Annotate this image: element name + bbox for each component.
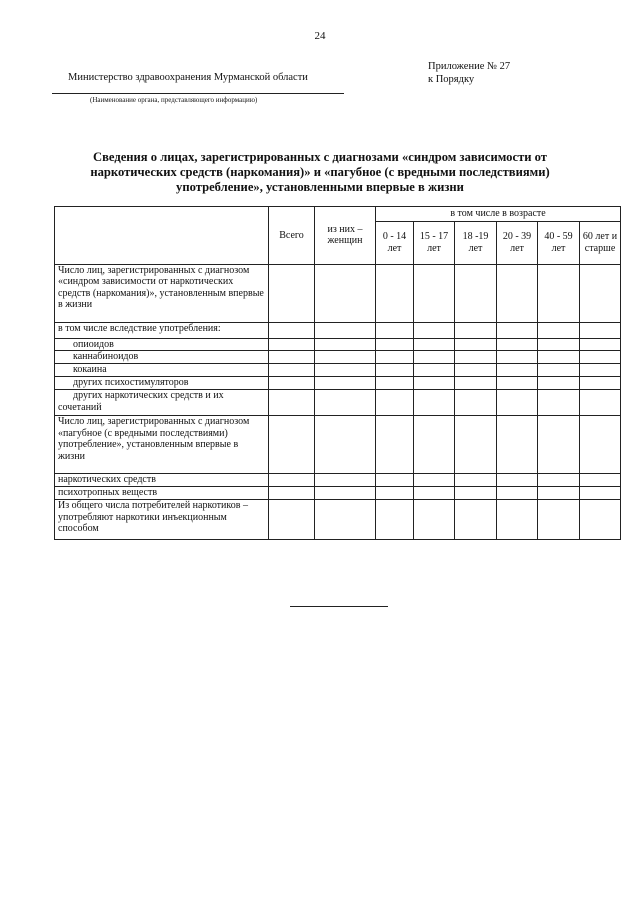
row-label: каннабиноидов xyxy=(55,351,269,364)
table-cell xyxy=(376,487,414,500)
table-row xyxy=(55,487,621,500)
table-cell xyxy=(414,390,455,416)
header-age-15-17: 15 - 17 лет xyxy=(414,221,455,264)
header-age-60-plus: 60 лет и старше xyxy=(580,221,621,264)
table-cell xyxy=(376,474,414,487)
row-label: опиоидов xyxy=(55,338,269,351)
table-cell xyxy=(580,351,621,364)
table-row xyxy=(55,500,621,540)
appendix-reference xyxy=(428,60,510,86)
table-cell xyxy=(315,351,376,364)
table-cell xyxy=(269,487,315,500)
table-row xyxy=(55,264,621,322)
header-age-18-19: 18 -19 лет xyxy=(455,221,497,264)
header-age-0-14: 0 - 14 лет xyxy=(376,221,414,264)
table-cell xyxy=(455,338,497,351)
table-cell xyxy=(376,390,414,416)
ministry-name: Министерство здравоохранения Мурманской области xyxy=(68,72,308,83)
row-label: Число лиц, зарегистрированных с диагнозом «пагубное (с вредными последствиями) употребление», установленным впервые в жизни xyxy=(55,416,269,474)
table-cell xyxy=(315,322,376,338)
table-cell xyxy=(497,264,538,322)
table-cell xyxy=(414,487,455,500)
table-cell xyxy=(376,322,414,338)
title-line-1: Сведения о лицах, зарегистрированных с диагнозами «синдром зависимости от xyxy=(93,150,547,164)
table-cell xyxy=(580,500,621,540)
table-cell xyxy=(414,264,455,322)
table-cell xyxy=(580,322,621,338)
table-cell xyxy=(497,338,538,351)
report-table xyxy=(54,206,621,540)
table-cell xyxy=(376,416,414,474)
row-label: Число лиц, зарегистрированных с диагнозом «синдром зависимости от наркотических средств (наркомания)», установленным впервые в жизни xyxy=(55,264,269,322)
table-cell xyxy=(414,338,455,351)
table-cell xyxy=(269,474,315,487)
appendix-line-1: Приложение № 27 xyxy=(428,61,511,72)
table-cell xyxy=(580,364,621,377)
table-cell xyxy=(269,364,315,377)
table-cell xyxy=(414,351,455,364)
table-cell xyxy=(414,500,455,540)
table-cell xyxy=(315,264,376,322)
row-label: Из общего числа потребителей наркотиков – употребляют наркотики инъекционным способом xyxy=(55,500,269,540)
table-cell xyxy=(455,322,497,338)
table-cell xyxy=(580,390,621,416)
table-cell xyxy=(497,416,538,474)
table-cell xyxy=(455,416,497,474)
table-cell xyxy=(538,474,580,487)
row-label: в том числе вследствие употребления: xyxy=(55,322,269,338)
table-cell xyxy=(538,390,580,416)
page-number: 24 xyxy=(314,30,326,42)
table-cell xyxy=(315,338,376,351)
table-cell xyxy=(376,377,414,390)
header-age-group: в том числе в возрасте xyxy=(376,207,621,222)
table-cell xyxy=(455,487,497,500)
table-cell xyxy=(269,416,315,474)
table-cell xyxy=(376,338,414,351)
table-cell xyxy=(455,390,497,416)
table-cell xyxy=(376,264,414,322)
table-cell xyxy=(497,474,538,487)
table-cell xyxy=(455,474,497,487)
table-cell xyxy=(414,377,455,390)
table-cell xyxy=(580,474,621,487)
table-row xyxy=(55,322,621,338)
table-cell xyxy=(538,416,580,474)
table-row xyxy=(55,377,621,390)
row-label: наркотических средств xyxy=(55,474,269,487)
table-cell xyxy=(497,322,538,338)
table-cell xyxy=(315,416,376,474)
table-cell xyxy=(376,351,414,364)
header-empty xyxy=(55,207,269,265)
table-cell xyxy=(455,351,497,364)
row-label: кокаина xyxy=(55,364,269,377)
table-row xyxy=(55,416,621,474)
table-cell xyxy=(376,500,414,540)
table-cell xyxy=(269,264,315,322)
table-cell xyxy=(538,487,580,500)
table-cell xyxy=(269,338,315,351)
ministry-underline xyxy=(52,93,344,94)
table-cell xyxy=(497,351,538,364)
table-cell xyxy=(315,377,376,390)
table-row xyxy=(55,364,621,377)
table-cell xyxy=(580,487,621,500)
header-age-40-59: 40 - 59 лет xyxy=(538,221,580,264)
table-cell xyxy=(497,390,538,416)
table-cell xyxy=(376,364,414,377)
document-title xyxy=(90,150,550,195)
title-line-2: наркотических средств (наркомания)» и «пагубное (с вредными последствиями) xyxy=(90,165,550,179)
table-cell xyxy=(497,487,538,500)
table-cell xyxy=(315,474,376,487)
table-cell xyxy=(269,390,315,416)
table-cell xyxy=(269,351,315,364)
appendix-line-2: к Порядку xyxy=(428,74,475,85)
header-age-20-39: 20 - 39 лет xyxy=(497,221,538,264)
table-cell xyxy=(580,416,621,474)
table-cell xyxy=(315,364,376,377)
table-cell xyxy=(538,351,580,364)
table-cell xyxy=(315,390,376,416)
table-cell xyxy=(269,322,315,338)
table-cell xyxy=(580,264,621,322)
table-cell xyxy=(414,474,455,487)
table-cell xyxy=(455,264,497,322)
table-row xyxy=(55,338,621,351)
table-row xyxy=(55,351,621,364)
row-label: других наркотических средств и их сочетаний xyxy=(55,390,269,416)
row-label: других психостимуляторов xyxy=(55,377,269,390)
table-cell xyxy=(538,377,580,390)
table-cell xyxy=(269,500,315,540)
table-row xyxy=(55,474,621,487)
table-cell xyxy=(414,364,455,377)
header-women: из них – женщин xyxy=(315,207,376,265)
table-cell xyxy=(414,322,455,338)
end-separator-line xyxy=(290,606,388,607)
ministry-caption: (Наименование органа, представляющего информацию) xyxy=(90,96,258,104)
table-cell xyxy=(538,264,580,322)
table-cell xyxy=(315,487,376,500)
table-cell xyxy=(455,500,497,540)
table-cell xyxy=(497,364,538,377)
table-cell xyxy=(538,500,580,540)
table-cell xyxy=(269,377,315,390)
table-cell xyxy=(455,364,497,377)
table-cell xyxy=(538,322,580,338)
table-cell xyxy=(497,500,538,540)
header-total: Всего xyxy=(269,207,315,265)
table-cell xyxy=(580,377,621,390)
table-cell xyxy=(538,338,580,351)
table-cell xyxy=(315,500,376,540)
table-cell xyxy=(455,377,497,390)
table-cell xyxy=(414,416,455,474)
table-cell xyxy=(580,338,621,351)
row-label: психотропных веществ xyxy=(55,487,269,500)
title-line-3: употребление», установленными впервые в жизни xyxy=(176,180,464,194)
table-cell xyxy=(538,364,580,377)
table-row xyxy=(55,390,621,416)
table-cell xyxy=(497,377,538,390)
